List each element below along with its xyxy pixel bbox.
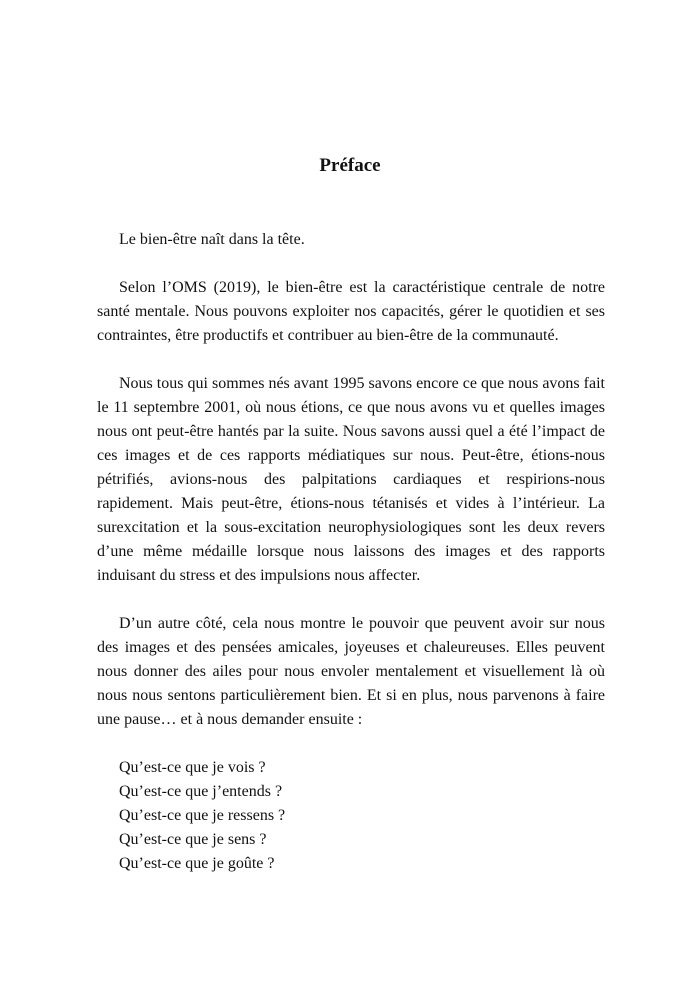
paragraph-power-of-images: D’un autre côté, cela nous montre le pouvoir que peuvent avoir sur nous des images et des pensées amicales, joyeuses et chaleureuses. Elles peuvent nous donner des ailes pour nous envoler mentalement et visuellement là où nous nous sentons particulièrement bien. Et si en plus, nous parvenons à faire une pause… et à nous demander ensuite : — [97, 615, 605, 728]
paragraph-intro: Le bien-être naît dans la tête. — [119, 231, 305, 248]
paragraph-september-11: Nous tous qui sommes nés avant 1995 savons encore ce que nous avons fait le 11 septembre 2001, où nous étions, ce que nous avons vu et quelles images nous ont peut-être hantés par la suite. Nous savons aussi quel a été l’impact de ces images et de ces rapports médiatiques sur nous. Peut-être, étions-nous pétrifiés, avions-nous des palpitations cardiaques et respirions-nous rapidement. Mais peut-être, étions-nous tétanisés et vides à l’intérieur. La surexcitation et la sous-excitation neurophysiologiques sont les deux revers d’une même médaille lorsque nous laissons des images et des rapports induisant du stress et des impulsions nous affecter. — [97, 375, 605, 584]
paragraph-spacer — [97, 732, 605, 756]
page-title: Préface — [319, 155, 381, 176]
question-smell: Qu’est-ce que je sens ? — [119, 831, 267, 848]
question-hear: Qu’est-ce que j’entends ? — [119, 783, 283, 800]
paragraph-spacer — [97, 588, 605, 612]
question-list — [97, 756, 605, 876]
paragraph-spacer — [97, 348, 605, 372]
question-feel: Qu’est-ce que je ressens ? — [119, 807, 286, 824]
preface-body — [97, 228, 605, 876]
paragraph-spacer — [97, 252, 605, 276]
question-see: Qu’est-ce que je vois ? — [119, 759, 266, 776]
paragraph-oms: Selon l’OMS (2019), le bien-être est la caractéristique centrale de notre santé mentale. Nous pouvons exploiter nos capacités, gérer le quotidien et ses contraintes, être productifs et contribuer au bien-être de la communauté. — [97, 279, 605, 344]
question-taste: Qu’est-ce que je goûte ? — [119, 855, 275, 872]
